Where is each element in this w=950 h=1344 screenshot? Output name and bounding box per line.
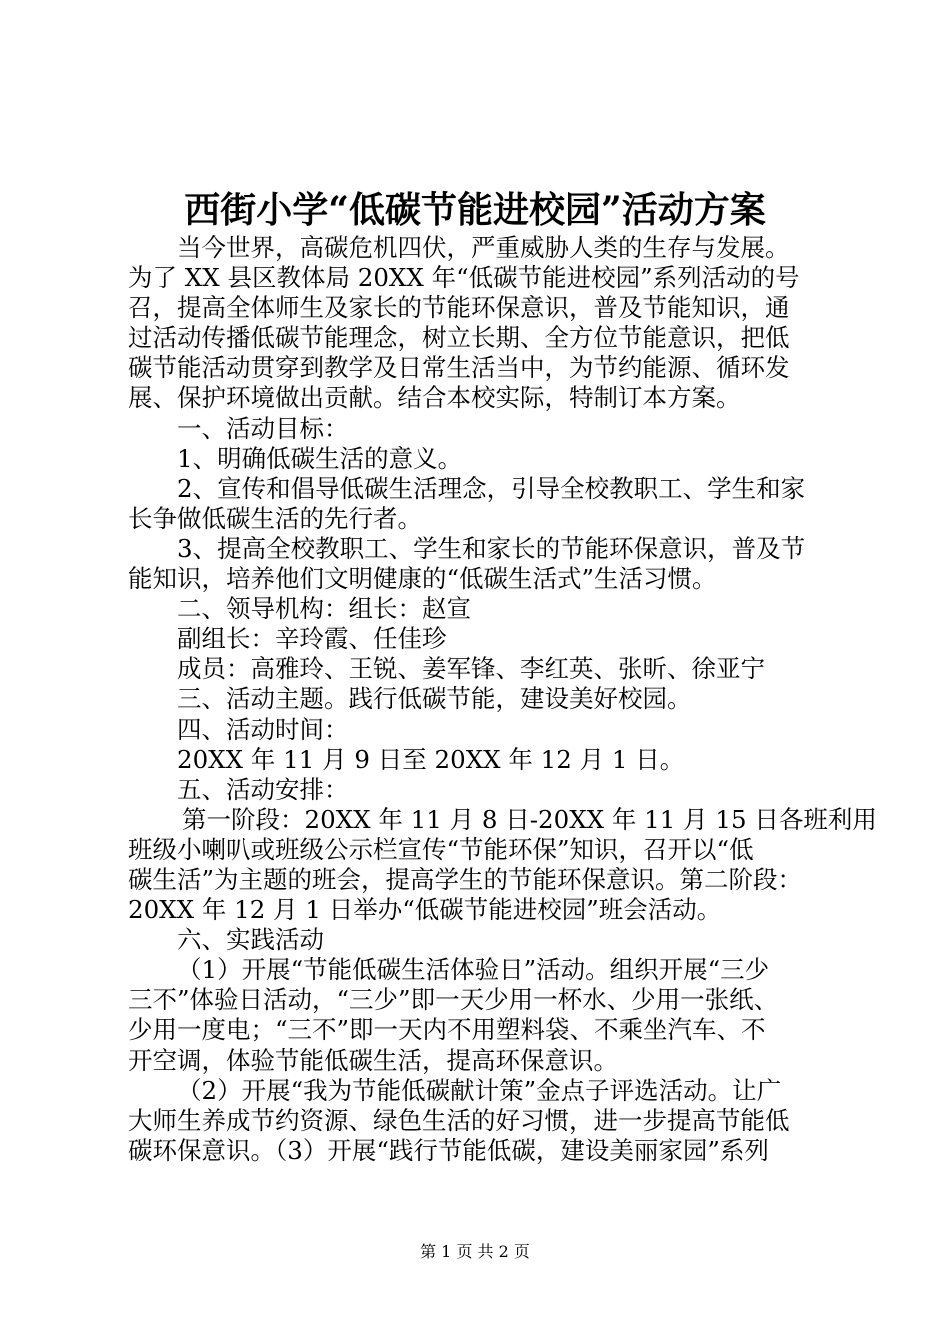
text-line: （1）开展“节能低碳生活体验日”活动。组织开展“三少: [177, 955, 770, 985]
text-line: 长争做低碳生活的先行者。: [128, 503, 422, 533]
text-line: 碳环保意识。（3）开展“践行节能低碳，建设美丽家园”系列: [128, 1135, 769, 1165]
text-line: 当今世界，高碳危机四伏，严重威胁人类的生存与发展。: [177, 233, 790, 262]
text-line: 3、提高全校教职工、学生和家长的节能环保意识，普及节: [177, 533, 806, 563]
text-line: （2）开展“我为节能低碳献计策”金点子评选活动。让广: [177, 1075, 782, 1105]
page-footer: 第 1 页 共 2 页: [420, 1242, 530, 1261]
section-heading: 四、活动时间：: [177, 714, 349, 744]
section-heading: 二、领导机构：组长：赵宣: [177, 594, 471, 624]
text-line: 过活动传播低碳节能理念，树立长期、全方位节能意识，把低: [128, 323, 790, 353]
text-line: 成员：高雅玲、王锐、姜军锋、李红英、张昕、徐亚宁: [177, 654, 765, 684]
text-line: 三不”体验日活动，“三少”即一天少用一杯水、少用一张纸、: [128, 985, 779, 1015]
section-heading: 一、活动目标：: [177, 413, 349, 443]
text-line: 大师生养成节约资源、绿色生活的好习惯，进一步提高节能低: [128, 1105, 790, 1135]
text-line: 召，提高全体师生及家长的节能环保意识，普及节能知识，通: [128, 293, 790, 323]
text-line: 班级小喇叭或班级公示栏宣传“节能环保”知识，召开以“低: [128, 834, 754, 864]
section-heading: 三、活动主题。践行低碳节能，建设美好校园。: [177, 684, 692, 714]
text-line: 碳生活”为主题的班会，提高学生的节能环保意识。第二阶段：: [128, 864, 803, 894]
text-line: 少用一度电；“三不”即一天内不用塑料袋、不乘坐汽车、不: [128, 1015, 766, 1045]
text-line: 副组长：辛玲霞、任佳珍: [177, 624, 447, 654]
text-line: 1、明确低碳生活的意义。: [177, 443, 463, 473]
text-line: 第一阶段：20XX 年 11 月 8 日-20XX 年 11 月 15 日各班利用: [182, 804, 877, 834]
text-line: 开空调，体验节能低碳生活，提高环保意识。: [128, 1045, 618, 1075]
document-body: [128, 233, 877, 1166]
document-title: 西街小学“低碳节能进校园”活动方案: [184, 189, 766, 231]
text-line: 碳节能活动贯穿到教学及日常生活当中，为节约能源、循环发: [128, 353, 790, 383]
text-line: 20XX 年 11 月 9 日至 20XX 年 12 月 1 日。: [177, 744, 685, 774]
text-line: 展、保护环境做出贡献。结合本校实际，特制订本方案。: [128, 383, 741, 413]
section-heading: 五、活动安排：: [177, 774, 349, 804]
section-heading: 六、实践活动: [177, 925, 324, 955]
text-line: 2、宣传和倡导低碳生活理念，引导全校教职工、学生和家: [177, 473, 806, 503]
text-line: 能知识，培养他们文明健康的“低碳生活式”生活习惯。: [128, 564, 717, 594]
text-line: 为了 XX 县区教体局 20XX 年“低碳节能进校园”系列活动的号: [128, 263, 800, 293]
text-line: 20XX 年 12 月 1 日举办“低碳节能进校园”班会活动。: [128, 895, 722, 925]
